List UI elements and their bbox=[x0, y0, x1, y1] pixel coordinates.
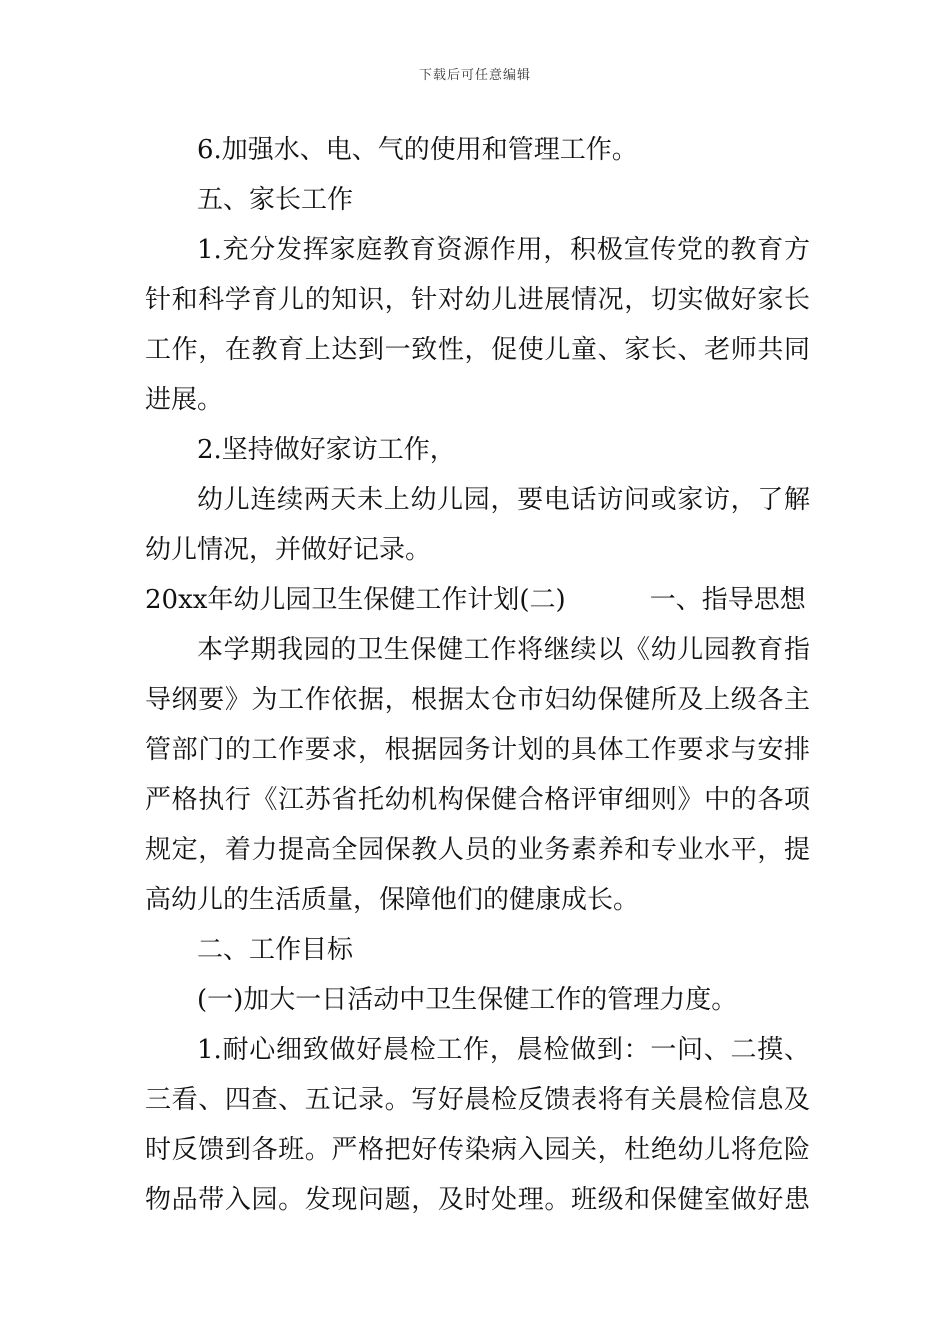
plan-title-line bbox=[145, 578, 810, 628]
paragraph-line: 三看、四查、五记录。写好晨检反馈表将有关晨检信息及 bbox=[145, 1085, 810, 1115]
paragraph-line: 本学期我园的卫生保健工作将继续以《幼儿园教育指 bbox=[197, 635, 810, 665]
paragraph-line: 针和科学育儿的知识，针对幼儿进展情况，切实做好家长 bbox=[145, 285, 810, 315]
section-heading: 五、家长工作 bbox=[197, 185, 354, 215]
paragraph-line: 高幼儿的生活质量，保障他们的健康成长。 bbox=[145, 885, 640, 915]
paragraph-line: 进展。 bbox=[145, 385, 224, 415]
paragraph-line: 导纲要》为工作依据，根据太仓市妇幼保健所及上级各主 bbox=[145, 685, 810, 715]
paragraph-line: 2.坚持做好家访工作， bbox=[197, 435, 456, 465]
paragraph-line: 1.充分发挥家庭教育资源作用，积极宣传党的教育方 bbox=[197, 235, 810, 265]
plan-subtitle: 一、指导思想 bbox=[649, 585, 806, 615]
page-header: 下载后可任意编辑 bbox=[418, 68, 531, 83]
paragraph-line: 1.耐心细致做好晨检工作，晨检做到：一问、二摸、 bbox=[197, 1035, 810, 1065]
paragraph-line: 严格执行《江苏省托幼机构保健合格评审细则》中的各项 bbox=[145, 785, 810, 815]
section-heading: 二、工作目标 bbox=[197, 935, 354, 965]
plan-title: 20xx年幼儿园卫生保健工作计划(二) bbox=[145, 585, 566, 615]
paragraph-line: 时反馈到各班。严格把好传染病入园关，杜绝幼儿将危险 bbox=[145, 1135, 810, 1165]
document-body bbox=[145, 128, 810, 1228]
paragraph-line: 物品带入园。发现问题，及时处理。班级和保健室做好患 bbox=[145, 1185, 810, 1215]
paragraph-line: 工作，在教育上达到一致性，促使儿童、家长、老师共同 bbox=[145, 335, 810, 365]
paragraph-line: 6.加强水、电、气的使用和管理工作。 bbox=[197, 135, 638, 165]
paragraph-line: 幼儿情况，并做好记录。 bbox=[145, 535, 432, 565]
paragraph-line: 管部门的工作要求，根据园务计划的具体工作要求与安排 bbox=[145, 735, 810, 765]
paragraph-line: 规定，着力提高全园保教人员的业务素养和专业水平，提 bbox=[145, 835, 810, 865]
subsection-heading: (一)加大一日活动中卫生保健工作的管理力度。 bbox=[197, 985, 738, 1015]
paragraph-line: 幼儿连续两天未上幼儿园，要电话访问或家访，了解 bbox=[197, 485, 810, 515]
